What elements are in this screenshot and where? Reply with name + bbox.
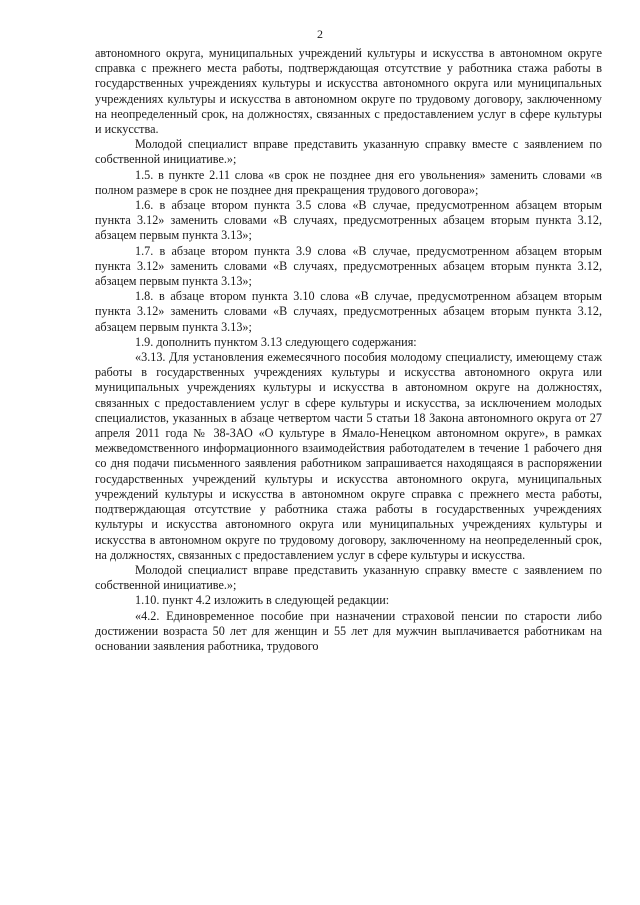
paragraph: Молодой специалист вправе представить указанную справку вместе с заявлением по собственной инициативе.»; (95, 562, 602, 593)
paragraph-item-1-5: 1.5. в пункте 2.11 слова «в срок не позднее дня его увольнения» заменить словами «в полном размере в срок не позднее дня прекращения трудового договора»; (95, 167, 602, 197)
page-number: 2 (317, 27, 323, 41)
paragraph-clause-4-2: «4.2. Единовременное пособие при назначении страховой пенсии по старости либо достижении возраста 50 лет для женщин и 55 лет для мужчин выплачивается работникам на основании заявления работника, трудового (95, 608, 602, 653)
paragraph-item-1-9: 1.9. дополнить пунктом 3.13 следующего содержания: (135, 334, 417, 349)
paragraph-item-1-7: 1.7. в абзаце втором пункта 3.9 слова «В случае, предусмотренном абзацем вторым пункта 3.12» заменить словами «В случаях, предусмотренных абзацем вторым пункта 3.12, абзацем первым пункта 3.13»; (95, 243, 602, 289)
paragraph-item-1-6: 1.6. в абзаце втором пункта 3.5 слова «В случае, предусмотренном абзацем вторым пункта 3.12» заменить словами «В случаях, предусмотренных абзацем вторым пункта 3.12, абзацем первым пункта 3.13»; (95, 198, 602, 243)
paragraph-item-1-10: 1.10. пункт 4.2 изложить в следующей редакции: (135, 593, 390, 608)
paragraph-clause-3-13: «3.13. Для установления ежемесячного пособия молодому специалисту, имеющему стаж работы в государственных учреждениях культуры и искусства автономного округа или муниципальных учреждениях культуры и искусства в автономном округе на должностях, связанных с предоставлением услуг в сфере культуры и искусства, за исключением молодых специалистов, указанных в абзаце четвертом части 5 статьи 18 Закона автономного округа от 27 апреля 2011 года № 38-ЗАО «О культуре в Ямало-Ненецком автономном округе», в рамках межведомственного информационного взаимодействия работодателем в течение 1 рабочего дня со дня подачи письменного заявления работником запрашивается находящаяся в распоряжении государственных учреждений культуры и искусства автономного округа, муниципальных учреждений культуры и искусства в автономном округе справка с прежнего места работы, подтверждающая отсутствие у работника стажа работы в государственных учреждениях культуры и искусства автономного округа или муниципальных учреждениях культуры и искусства в автономном округе по трудовому договору, заключенному на неопределенный срок, на должностях, связанных с предоставлением услуг в сфере культуры и искусства. (95, 350, 602, 562)
paragraph-continuation: автономного округа, муниципальных учреждений культуры и искусства в автономном округе справка с прежнего места работы, подтверждающая отсутствие у работника стажа работы в государственных учреждениях культуры и искусства автономного округа или муниципальных учреждениях культуры и искусства в автономном округе по трудовому договору, заключенному на неопределенный срок, на должностях, связанных с предоставлением услуг в сфере культуры и искусства. (95, 46, 602, 137)
document-body (95, 46, 602, 654)
paragraph-item-1-8: 1.8. в абзаце втором пункта 3.10 слова «В случае, предусмотренном абзацем вторым пункта 3.12» заменить словами «В случаях, предусмотренных абзацем вторым пункта 3.12, абзацем первым пункта 3.13»; (95, 289, 602, 334)
paragraph: Молодой специалист вправе представить указанную справку вместе с заявлением по собственной инициативе.»; (95, 137, 602, 167)
